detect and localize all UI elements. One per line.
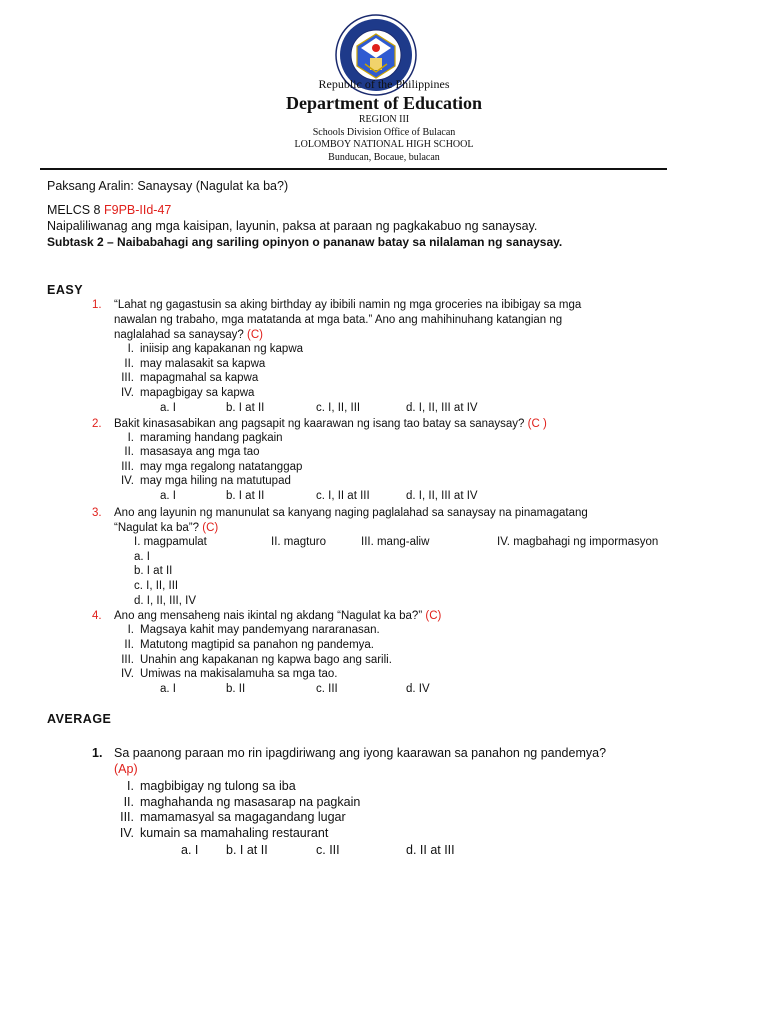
average-q1-text: Sa paanong paraan mo rin ipagdiriwang ang iyong kaarawan sa panahon ng pandemya? [114, 746, 607, 760]
item-text: maghahanda ng masasarap na pagkain [140, 795, 361, 809]
average-q1-item [108, 795, 360, 809]
item-text: may malasakit sa kapwa [140, 358, 266, 370]
easy-q3-choice-a: a. I [134, 551, 150, 563]
roman-numeral: I. [127, 624, 134, 636]
easy-q2-item [108, 461, 302, 473]
easy-q1-line-3 [114, 328, 263, 343]
roman-numeral: II. [124, 358, 134, 370]
average-q1-item [108, 779, 296, 793]
easy-q1-choice-a: a. I [160, 402, 176, 414]
item-text: iniisip ang kapakanan ng kapwa [140, 343, 304, 355]
item-text: Umiwas na makisalamuha sa mga tao. [140, 668, 338, 680]
easy-q1-item [108, 372, 258, 384]
roman-numeral: I. [127, 432, 134, 444]
roman-numeral: IV. [119, 826, 134, 840]
roman-numeral: III. [120, 810, 134, 824]
melcs-code: F9PB-IId-47 [103, 203, 172, 217]
easy-q4-item [108, 639, 374, 651]
easy-q3-choice-b: b. I at II [134, 565, 173, 577]
easy-q1-item [108, 358, 265, 370]
roman-numeral: IV. [120, 475, 134, 487]
item-text: mamamasyal sa magagandang lugar [140, 810, 346, 824]
average-q1-choice-d: d. II at III [406, 843, 455, 857]
easy-q2-text-line [114, 417, 547, 432]
republic-label: Republic of the Philippines [318, 77, 450, 91]
average-q1-item [108, 826, 328, 840]
school-name: LOLOMBOY NATIONAL HIGH SCHOOL [294, 139, 474, 150]
roman-numeral: II. [124, 446, 134, 458]
easy-q3-item: IV. magbahagi ng impormasyon [497, 536, 659, 548]
easy-q2-item [108, 446, 260, 458]
division-label: Schools Division Office of Bulacan [312, 127, 456, 138]
roman-numeral: III. [121, 654, 134, 666]
easy-q4-choice-b: b. II [226, 683, 246, 695]
easy-q4-number: 4. [92, 610, 102, 622]
item-text: masasaya ang mga tao [140, 446, 260, 458]
easy-q4-item [108, 668, 338, 680]
easy-q3-choice-d: d. I, II, III, IV [134, 595, 196, 607]
item-text: magbibigay ng tulong sa iba [140, 779, 296, 793]
subtask-title: Subtask 2 – Naibabahagi ang sariling opinyon o pananaw batay sa nilalaman ng sanaysay. [47, 235, 563, 249]
roman-numeral: III. [121, 461, 134, 473]
easy-q3-line-1: Ano ang layunin ng manunulat sa kanyang naging paglalahad sa sanaysay na pinamagatang [114, 507, 588, 519]
roman-numeral: II. [123, 795, 134, 809]
easy-q1-choice-d: d. I, II, III at IV [406, 402, 478, 414]
easy-q1-line-1: “Lahat ng gagastusin sa aking birthday ay ibibili namin ng mga groceries na ibibigay sa mga [114, 299, 582, 311]
easy-q3-line-2-text: “Nagulat ka ba”? [114, 522, 200, 534]
item-text: Unahin ang kapakanan ng kapwa bago ang sarili. [140, 654, 392, 666]
roman-numeral: IV. [120, 387, 134, 399]
easy-q2-text: Bakit kinasasabikan ang pagsapit ng kaarawan ng isang tao batay sa sanaysay? [114, 418, 525, 430]
easy-q4-choice-a: a. I [160, 683, 176, 695]
average-q1-choice-b: b. I at II [226, 843, 268, 857]
item-text: Matutong magtipid sa panahon ng pandemya. [140, 639, 374, 651]
roman-numeral: III. [121, 372, 134, 384]
average-heading: AVERAGE [47, 712, 112, 726]
easy-q1-choice-b: b. I at II [226, 402, 265, 414]
item-text: kumain sa mamahaling restaurant [140, 826, 329, 840]
easy-q1-choice-c: c. I, II, III [316, 402, 361, 414]
school-address: Bunducan, Bocaue, bulacan [328, 152, 440, 163]
department-title: Department of Education [286, 93, 482, 113]
average-q1-number: 1. [92, 746, 103, 760]
roman-numeral: II. [124, 639, 134, 651]
roman-numeral: I. [127, 779, 134, 793]
easy-q4-choice-c: c. III [316, 683, 338, 695]
item-text: mapagmahal sa kapwa [140, 372, 259, 384]
easy-q3-choice-c: c. I, II, III [134, 580, 179, 592]
item-text: maraming handang pagkain [140, 432, 283, 444]
melcs-line [47, 203, 171, 217]
easy-q2-choice-c: c. I, II at III [316, 490, 370, 502]
easy-q4-text-line [114, 609, 441, 624]
easy-q4-item [108, 624, 380, 636]
easy-q1-tag: (C) [247, 329, 263, 341]
easy-q1-line-2: nawalan ng trabaho, mga matatanda at mga bata.” Ano ang mahihinuhang katangian ng [114, 314, 563, 326]
roman-numeral: IV. [120, 668, 134, 680]
average-q1-tag: (Ap) [114, 762, 138, 776]
easy-q3-item: III. mang-aliw [361, 536, 430, 548]
easy-q1-item [108, 343, 303, 355]
item-text: mapagbigay sa kapwa [140, 387, 255, 399]
easy-q2-tag: (C ) [527, 418, 547, 430]
easy-q2-item [108, 432, 283, 444]
easy-q1-line-3-text: naglalahad sa sanaysay? [114, 329, 244, 341]
easy-q2-choice-d: d. I, II, III at IV [406, 490, 478, 502]
item-text: may mga regalong natatanggap [140, 461, 303, 473]
easy-q4-text: Ano ang mensaheng nais ikintal ng akdang “Nagulat ka ba?” [114, 610, 423, 622]
easy-q3-item: II. magturo [271, 536, 326, 548]
topic-label: Paksang Aralin: Sanaysay (Nagulat ka ba?) [47, 179, 289, 193]
easy-q3-tag: (C) [202, 522, 219, 534]
roman-numeral: I. [127, 343, 134, 355]
region-label: REGION III [358, 114, 410, 125]
easy-heading: EASY [47, 283, 84, 297]
easy-q2-choice-a: a. I [160, 490, 176, 502]
easy-q3-item: I. magpamulat [134, 536, 207, 548]
average-q1-choice-c: c. III [316, 843, 340, 857]
easy-q4-choice-d: d. IV [406, 683, 430, 695]
average-q1-item [108, 810, 346, 824]
easy-q2-number: 2. [92, 418, 102, 430]
easy-q1-item [108, 387, 254, 399]
easy-q4-item [108, 654, 392, 666]
average-q1-choice-a: a. I [181, 843, 199, 857]
melcs-label: MELCS 8 [47, 203, 101, 217]
easy-q2-item [108, 475, 291, 487]
header-divider [40, 168, 667, 170]
item-text: may mga hiling na matutupad [140, 475, 291, 487]
item-text: Magsaya kahit may pandemyang nararanasan. [140, 624, 380, 636]
objective-text: Naipaliliwanag ang mga kaisipan, layunin, paksa at paraan ng pagkakabuo ng sanaysay. [47, 219, 538, 233]
easy-q3-line-2 [114, 521, 218, 536]
easy-q3-number: 3. [92, 507, 102, 519]
easy-q4-tag: (C) [425, 610, 442, 622]
easy-q1-number: 1. [92, 299, 102, 311]
easy-q2-choice-b: b. I at II [226, 490, 265, 502]
